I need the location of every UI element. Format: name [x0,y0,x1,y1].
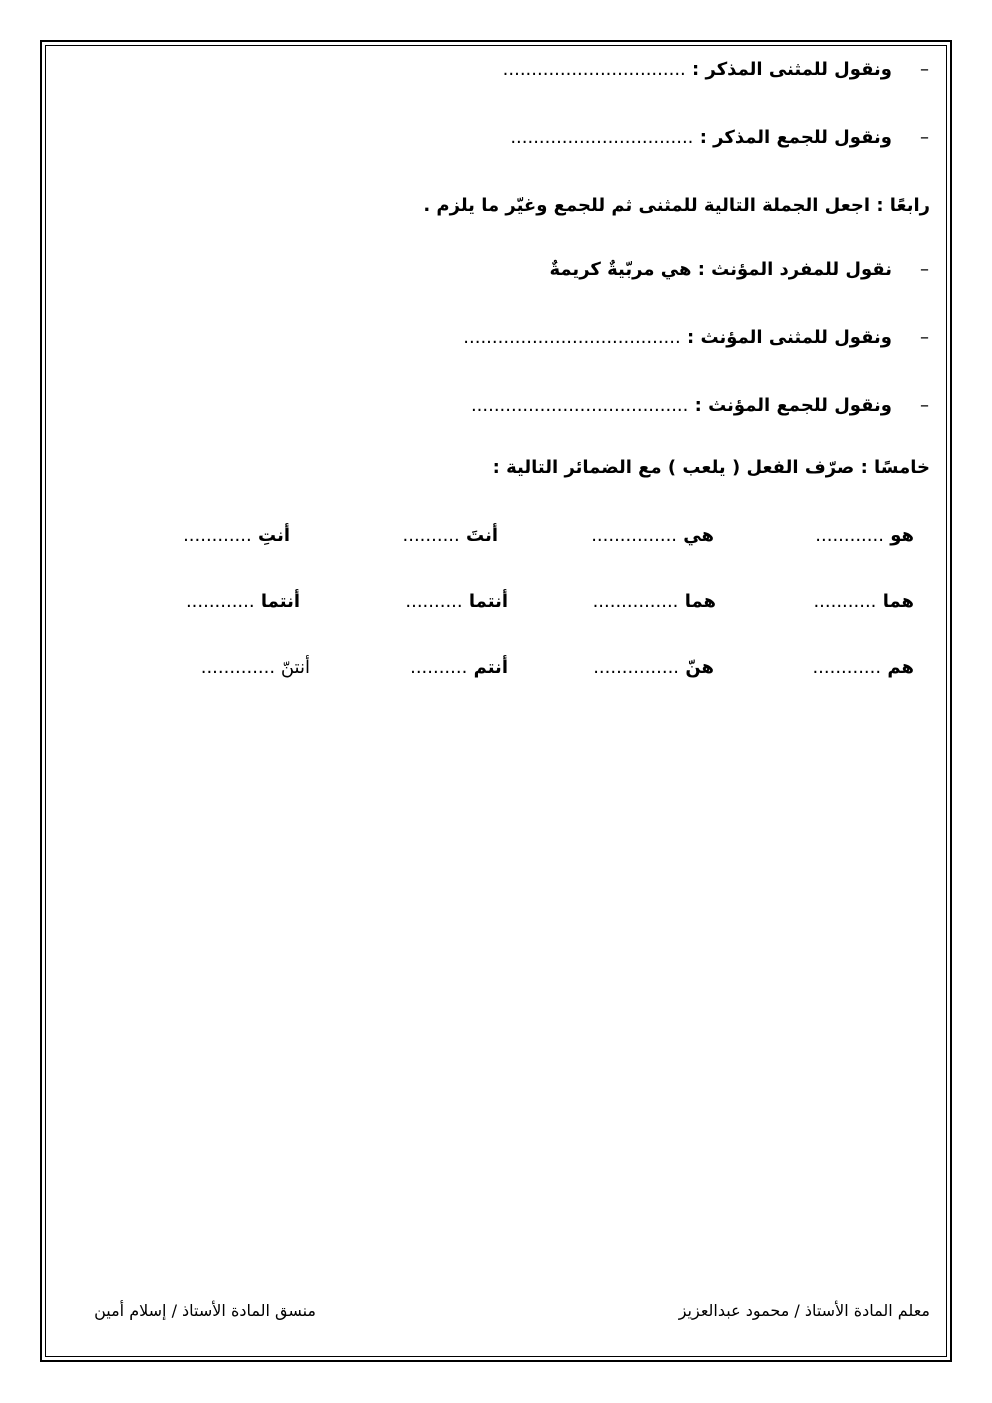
pronoun-label: أنتِ [258,525,290,546]
pronoun-label: هما [684,591,716,612]
answer-blank[interactable]: ...................................... [470,395,689,416]
pronoun-cell [183,524,290,548]
pronoun-cell [410,656,508,680]
answer-blank[interactable]: ............ [185,591,255,612]
pronoun-label: هما [882,591,914,612]
answer-blank[interactable]: .......... [405,591,463,612]
line-label: ونقول للمثنى المؤنث : [687,327,892,348]
bullet-dash: – [920,259,929,280]
pronoun-cell [186,590,300,614]
answer-blank[interactable]: ................................ [510,127,694,148]
line-label: ونقول للجمع المؤنث : [694,395,892,416]
pronoun-cell [405,590,508,614]
bullet-dash: – [920,327,929,348]
line-label: ونقول للجمع المذكر : [699,127,892,148]
answer-blank[interactable]: ............ [815,525,884,546]
bullet-dash: – [920,127,929,148]
pronoun-label: أنتما [260,591,300,612]
answer-blank[interactable]: ............... [593,657,680,678]
dual-masculine-line [503,58,892,82]
pronoun-cell [813,590,914,614]
pronoun-label: أنتم [473,657,508,678]
answer-blank[interactable]: ............ [812,657,882,678]
line-label: نقول للمفرد المؤنث : هي مربّيةٌ كريمةٌ [549,259,892,280]
pronoun-label: هم [887,657,914,678]
pronoun-cell [812,656,914,680]
pronoun-cell [593,656,714,680]
teacher-signature: معلم المادة الأستاذ / محمود عبدالعزيز [678,1301,930,1320]
page-border-inner [45,45,947,1357]
dual-feminine-line [463,326,892,350]
pronoun-label: أنتنّ [280,657,310,678]
pronoun-cell [201,656,310,680]
answer-blank[interactable]: ............... [592,591,679,612]
answer-blank[interactable]: ................................ [502,59,686,80]
plural-masculine-line [510,126,892,150]
question-five-heading: خامسًا : صرّف الفعل ( يلعب ) مع الضمائر التالية : [492,457,930,478]
line-label: ونقول للمثنى المذكر : [692,59,892,80]
pronoun-label: أنتَ [466,525,498,546]
pronoun-label: هو [890,525,914,546]
pronoun-label: أنتما [468,591,508,612]
answer-blank[interactable]: .......... [402,525,460,546]
pronoun-label: هنّ [685,657,714,678]
singular-feminine-line [549,258,892,282]
bullet-dash: – [920,59,929,80]
answer-blank[interactable]: .......... [410,657,468,678]
answer-blank[interactable]: ...................................... [463,327,681,348]
pronoun-cell [403,524,498,548]
answer-blank[interactable]: ........... [813,591,877,612]
pronoun-cell [815,524,914,548]
pronoun-cell [591,524,714,548]
bullet-dash: – [920,395,929,416]
coordinator-signature: منسق المادة الأستاذ / إسلام أمين [94,1301,316,1320]
plural-feminine-line [471,394,892,418]
answer-blank[interactable]: ............ [183,525,252,546]
question-four-heading: رابعًا : اجعل الجملة التالية للمثنى ثم للجمع وغيّر ما يلزم . [423,195,930,216]
answer-blank[interactable]: ............. [200,657,276,678]
pronoun-cell [593,590,716,614]
pronoun-label: هي [683,525,714,546]
answer-blank[interactable]: ............... [591,525,678,546]
